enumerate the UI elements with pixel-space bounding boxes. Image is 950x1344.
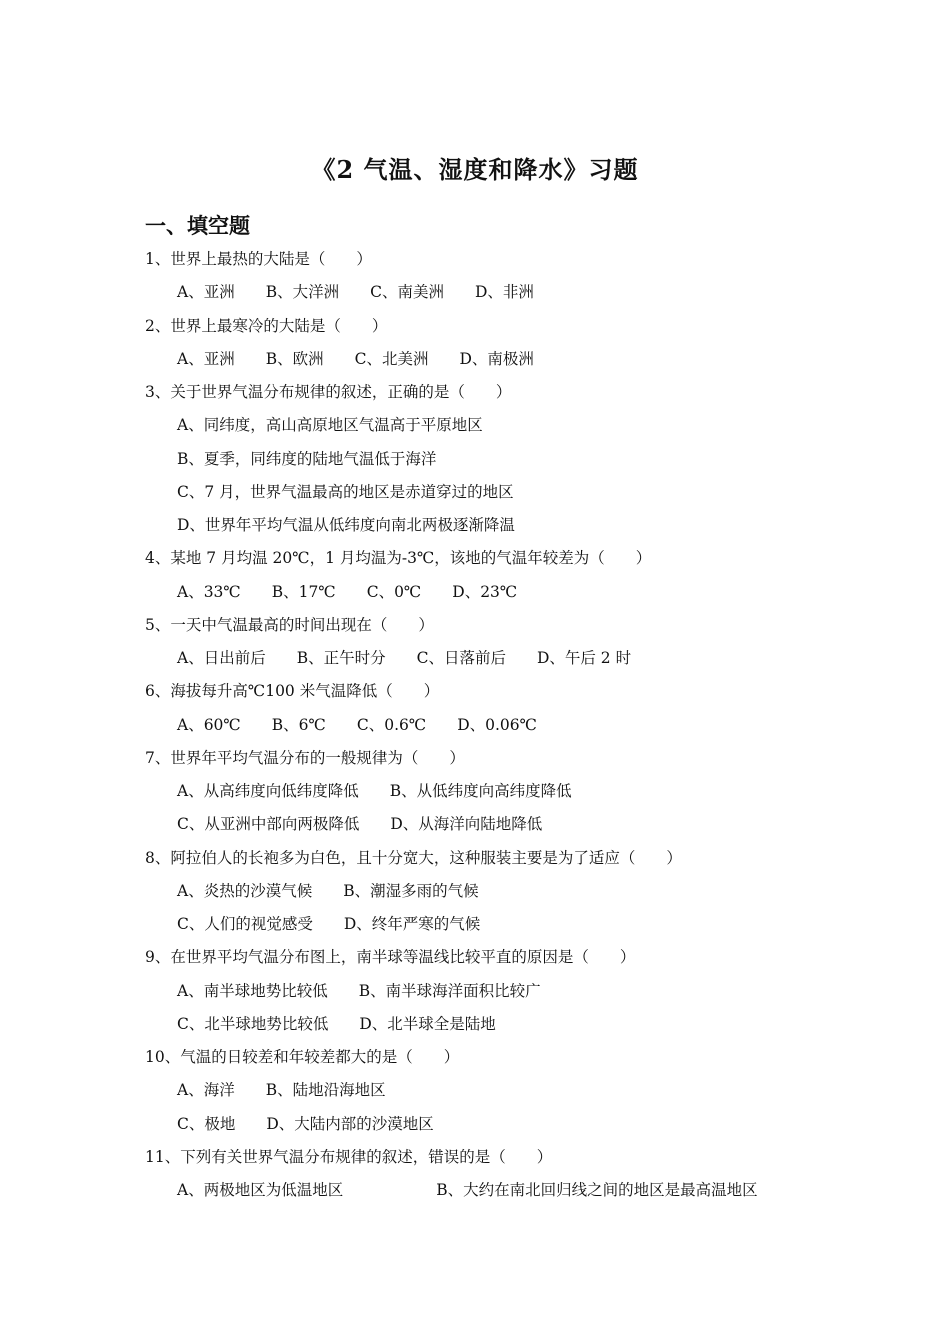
answer-options: C、7 月，世界气温最高的地区是赤道穿过的地区 (177, 482, 514, 501)
answer-options: A、亚洲 B、大洋洲 C、南美洲 D、非洲 (177, 283, 534, 302)
question-stem: 10、气温的日较差和年较差都大的是（ ） (145, 1048, 460, 1066)
answer-options: C、从亚洲中部向两极降低 D、从海洋向陆地降低 (177, 815, 543, 834)
answer-options: A、海洋 B、陆地沿海地区 (177, 1081, 386, 1100)
question-stem: 11、下列有关世界气温分布规律的叙述，错误的是（ ） (145, 1147, 553, 1166)
document-title: 《2 气温、湿度和降水》习题 (311, 155, 639, 184)
answer-options: A、日出前后 B、正午时分 C、日落前后 D、午后 2 时 (177, 649, 632, 667)
question-stem: 4、某地 7 月均温 20℃，1 月均温为-3℃，该地的气温年较差为（ ） (145, 549, 652, 568)
answer-options: A、南半球地势比较低 B、南半球海洋面积比较广 (177, 981, 541, 1000)
answer-options: A、33℃ B、17℃ C、0℃ D、23℃ (177, 582, 518, 601)
answer-options: A、从高纬度向低纬度降低 B、从低纬度向高纬度降低 (177, 782, 572, 800)
question-stem: 7、世界年平均气温分布的一般规律为（ ） (145, 748, 465, 767)
question-stem: 9、在世界平均气温分布图上，南半球等温线比较平直的原因是（ ） (145, 948, 636, 967)
question-stem: 8、阿拉伯人的长袍多为白色，且十分宽大，这种服装主要是为了适应（ ） (145, 848, 682, 867)
question-stem: 2、世界上最寒冷的大陆是（ ） (145, 316, 388, 335)
answer-options: A、炎热的沙漠气候 B、潮湿多雨的气候 (177, 881, 479, 900)
answer-options: A、同纬度，高山高原地区气温高于平原地区 (177, 416, 483, 435)
question-stem: 6、海拔每升高℃100 米气温降低（ ） (145, 682, 440, 701)
answer-options: D、世界年平均气温从低纬度向南北两极逐渐降温 (177, 516, 515, 534)
question-stem: 3、关于世界气温分布规律的叙述，正确的是（ ） (145, 383, 512, 401)
answer-options: B、夏季，同纬度的陆地气温低于海洋 (177, 449, 437, 468)
question-stem: 1、世界上最热的大陆是（ ） (145, 250, 372, 268)
question-stem: 5、一天中气温最高的时间出现在（ ） (145, 615, 434, 634)
answer-options: C、极地 D、大陆内部的沙漠地区 (177, 1114, 434, 1133)
section-heading: 一、填空题 (145, 213, 250, 238)
answer-options: C、北半球地势比较低 D、北半球全是陆地 (177, 1014, 496, 1033)
answer-options: A、60℃ B、6℃ C、0.6℃ D、0.06℃ (177, 715, 537, 734)
answer-options: A、两极地区为低温地区 B、大约在南北回归线之间的地区是最高温地区 (177, 1181, 758, 1199)
answer-options: C、人们的视觉感受 D、终年严寒的气候 (177, 915, 481, 933)
answer-options: A、亚洲 B、欧洲 C、北美洲 D、南极洲 (177, 349, 534, 368)
